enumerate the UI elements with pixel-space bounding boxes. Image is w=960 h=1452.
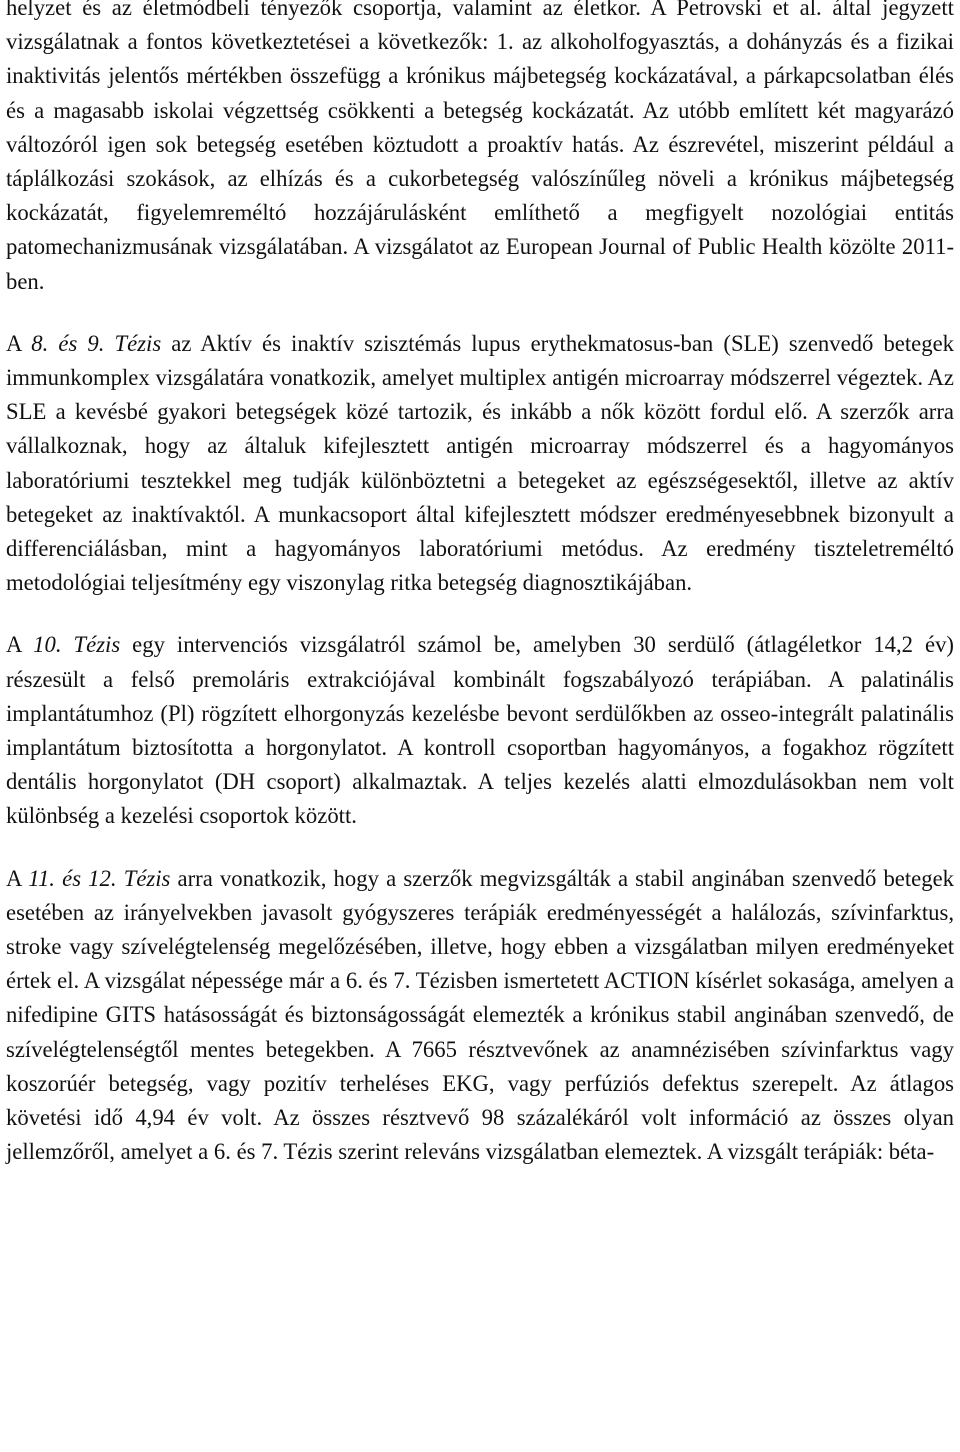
thesis-number: 11. és 12. — [28, 865, 117, 891]
thesis-label: Tézis — [61, 632, 121, 658]
thesis-body: arra vonatkozik, hogy a szerzők megvizsgálták a stabil anginában szenvedő betegek esetében az irányelvekben javasolt gyógyszeres terápiák eredményességét a halálozás, szívinfarktus, stroke vagy szívelégtelenség megelőzésében, illetve, hogy ebben a vizsgálatban milyen eredményeket értek el. A vizsgálat népessége már a 6. és 7. Tézisben ismertetett ACTION kísérlet sokasága, amelyen a nifedipine GITS hatásosságát és biztonságosságát elemezték a krónikus stabil anginában szenvedő, de szívelégtelenségtől mentes betegekben. A 7665 résztvevőnek az anamnézisében szívinfarktus vagy koszorúér betegség, vagy pozitív terheléses EKG, vagy perfúziós defektus szerepelt. Az átlagos követési idő 4,94 év volt. Az összes résztvevő 98 százalékáról volt információ az összes olyan jellemzőről, amelyet a 6. és 7. Tézis szerint releváns vizsgálatban elemeztek. A vizsgált terápiák: béta- — [6, 865, 954, 1165]
paragraph-thesis-11-12 — [6, 862, 954, 1170]
thesis-body: az Aktív és inaktív szisztémás lupus erythekmatosus-ban (SLE) szenvedő betegek immunkomplex vizsgálatára vonatkozik, amelyet multiplex antigén microarray módszerrel végeztek. Az SLE a kevésbé gyakori betegségek közé tartozik, és inkább a nők között fordul elő. A szerzők arra vállalkoznak, hogy az általuk kifejlesztett antigén microarray módszerrel és a hagyományos laboratóriumi tesztekkel meg tudják különböztetni a betegeket az egészségesektől, illetve az aktív betegeket az inaktívaktól. A munkacsoport által kifejlesztett módszer eredményesebbnek bizonyult a differenciálásban, mint a hagyományos laboratóriumi metódus. Az eredmény tiszteletreméltó metodológiai teljesítmény egy viszonylag ritka betegség diagnosztikájában. — [6, 330, 955, 596]
thesis-lead: A — [6, 330, 32, 356]
thesis-lead: A — [6, 865, 29, 891]
thesis-lead: A — [6, 632, 34, 658]
thesis-label: Tézis — [116, 865, 171, 891]
thesis-number: 8. és 9. — [31, 330, 105, 356]
paragraph-petrovski-study: helyzet és az életmódbeli tényezők csoportja, valamint az életkor. A Petrovski et al. által jegyzett vizsgálatnak a fontos következtetései a következők: 1. az alkoholfogyasztás, a dohányzás és a fizikai inaktivitás jelentős mértékben összefügg a krónikus májbetegség kockázatával, a párkapcsolatban élés és a magasabb iskolai végzettség csökkenti a betegség kockázatát. Az utóbb említett két magyarázó változóról igen sok betegség esetében köztudott a proaktív hatás. Az észrevétel, miszerint például a táplálkozási szokások, az elhízás és a cukorbetegség valószínűleg növeli a krónikus májbetegség kockázatát, figyelemreméltó hozzájárulásként említhető a megfigyelt nozológiai entitás patomechanizmusának vizsgálatában. A vizsgálatot az European Journal of Public Health közölte 2011-ben. — [6, 0, 954, 294]
thesis-body: egy intervenciós vizsgálatról számol be, amelyben 30 serdülő (átlagéletkor 14,2 év) részesült a felső premoláris extrakciójával kombinált fogszabályozó terápiában. A palatinális implantátumhoz (Pl) rögzített elhorgonyzás kezelésbe bevont serdülőkben az osseo-integrált palatinális implantátum biztosította a horgonylatot. A kontroll csoportban hagyományos, a fogakhoz rögzített dentális horgonylatot (DH csoport) alkalmaztak. A teljes kezelés alatti elmozdulásokban nem volt különbség a kezelési csoportok között. — [6, 632, 954, 829]
paragraph-thesis-10 — [6, 628, 954, 833]
thesis-label: Tézis — [104, 330, 162, 356]
thesis-number: 10. — [33, 632, 62, 658]
paragraph-thesis-8-9 — [6, 327, 954, 601]
document-page — [6, 0, 954, 1170]
